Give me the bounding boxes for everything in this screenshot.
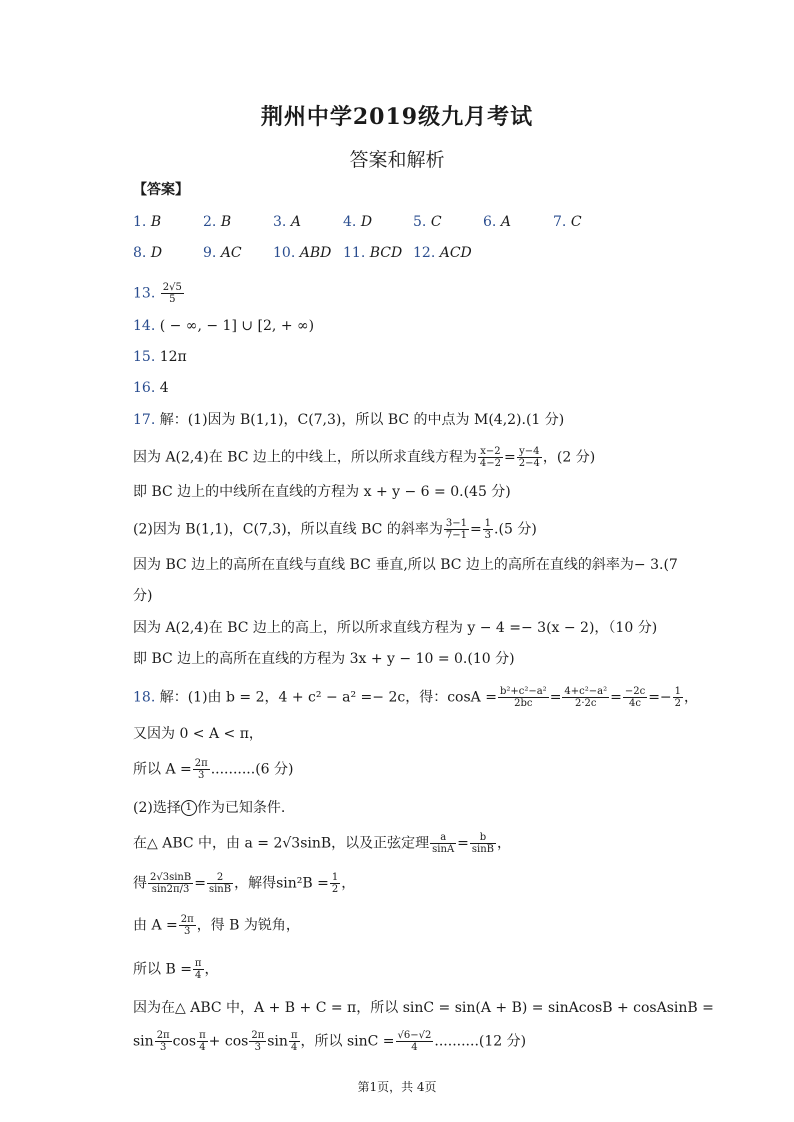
text: 所以 B = <box>133 961 192 978</box>
fraction: $\frac{2\pi}{3}$ <box>194 758 208 781</box>
fraction: $\frac{3-1}{7-1}$ <box>445 518 467 541</box>
q-number: 7. <box>553 214 571 230</box>
q-number: 6. <box>483 214 501 230</box>
text: ，解得sin²B = <box>234 875 329 892</box>
q17-line-4 <box>133 518 537 541</box>
text: (2)选择 <box>133 800 181 816</box>
answer-choice: A <box>290 214 301 230</box>
text: 解：(1)由 b = 2，4 + c² − a² =− 2c，得：cosA = <box>159 689 497 706</box>
answer-choice: AC <box>220 245 242 261</box>
text: (2)因为 B(1,1)，C(7,3)，所以直线 BC 的斜率为 <box>133 521 443 538</box>
answers-label-text: 【答案】 <box>133 182 189 198</box>
fraction: $\frac{b}{\sin B}$ <box>471 832 495 855</box>
q-number: 1. <box>133 214 151 230</box>
text: 得 <box>133 875 147 892</box>
q18-line-7 <box>133 914 300 937</box>
text: ，所以 sinC = <box>300 1033 395 1050</box>
q-number: 5. <box>413 214 431 230</box>
text: ， <box>684 689 699 706</box>
fraction: $\frac{a}{\sin A}$ <box>432 832 455 855</box>
q17-line-7: 因为 A(2,4)在 BC 边上的高上，所以所求直线方程为 y − 4 =− 3(x − 2)，（10 分) <box>133 620 658 636</box>
text: ， <box>204 961 219 978</box>
text: ..........(6 分) <box>210 761 294 778</box>
fraction: $\frac{x-2}{4-2}$ <box>479 446 502 469</box>
answers-label <box>133 180 189 200</box>
fraction: $\frac{\text{b²+c²−a²}}{2bc}$ <box>499 686 547 709</box>
text: 因为 A(2,4)在 BC 边上的中线上，所以所求直线方程为 <box>133 449 477 466</box>
answer-choice: D <box>150 245 163 261</box>
text: .(5 分) <box>494 521 537 538</box>
fraction: $\frac{1}{2}$ <box>674 686 682 709</box>
text: cos <box>172 1033 197 1050</box>
text: ，(2 分) <box>542 449 596 466</box>
answer-choice: ACD <box>439 245 472 261</box>
answer-15 <box>133 347 187 367</box>
q-number: 13. <box>133 285 156 302</box>
answer-item <box>413 212 483 232</box>
fraction: $\frac{\text{4+c²−a²}}{2\cdot 2c}$ <box>564 686 608 709</box>
q18-line-8 <box>133 958 219 981</box>
text: = <box>469 521 482 538</box>
text: + cos <box>208 1033 249 1050</box>
answer-choice: A <box>500 214 511 230</box>
answer-item <box>343 212 413 232</box>
text: ， <box>497 835 512 852</box>
text: ..........(12 分) <box>434 1033 527 1050</box>
fraction: $\frac{\pi}{4}$ <box>194 958 202 981</box>
text: sin <box>133 1033 154 1050</box>
answers-row-1 <box>133 212 623 232</box>
answer-item <box>133 212 203 232</box>
q18-line-1 <box>133 686 698 709</box>
answer-item <box>133 243 203 263</box>
answer-choice: ABD <box>299 245 332 261</box>
fraction: $\frac{2}{\sin B}$ <box>208 872 232 895</box>
answer-item <box>413 243 483 263</box>
fraction: $\frac{√6-√2}{4}$ <box>397 1030 432 1053</box>
text: = <box>504 449 516 466</box>
answer-value: 4 <box>159 380 169 396</box>
answer-item <box>553 212 623 232</box>
fraction: $\frac{\pi}{4}$ <box>290 1030 298 1053</box>
q18-line-2: 又因为 0 < A < π， <box>133 726 263 742</box>
text: ，得 B 为锐角， <box>196 917 300 934</box>
q18-line-10 <box>133 1030 526 1053</box>
fraction: $\frac{1}{3}$ <box>484 518 492 541</box>
answer-value: ( − ∞, − 1] ∪ [2, + ∞) <box>159 318 315 334</box>
q18-line-3 <box>133 758 293 781</box>
fraction: $\frac{2√5}{5}$ <box>162 282 182 305</box>
q-number: 9. <box>203 245 221 261</box>
q-number: 16. <box>133 380 156 396</box>
q18-line-9: 因为在△ ABC 中，A + B + C = π，所以 sinC = sin(A + B) = sinAcosB + cosAsinB = <box>133 1000 714 1016</box>
answers-row-2 <box>133 243 483 263</box>
fraction: $\frac{2\pi}{3}$ <box>156 1030 170 1053</box>
answer-item <box>273 212 343 232</box>
text: = <box>457 835 469 852</box>
q-number: 12. <box>413 245 440 261</box>
answer-16 <box>133 378 169 398</box>
answer-14 <box>133 316 314 336</box>
fraction: $\frac{2√3\sin B}{\sin 2\pi/3}$ <box>150 872 192 895</box>
answer-item <box>343 243 413 263</box>
text: 所以 A = <box>133 761 192 778</box>
q17-line-8: 即 BC 边上的高所在直线的方程为 3x + y − 10 = 0.(10 分) <box>133 651 515 667</box>
answer-item <box>483 212 553 232</box>
q-number: 3. <box>273 214 291 230</box>
answer-choice: C <box>430 214 442 230</box>
answer-choice: B <box>220 214 232 230</box>
q17-line-3: 即 BC 边上的中线所在直线的方程为 x + y − 6 = 0.(45 分) <box>133 484 511 500</box>
answer-item <box>203 212 273 232</box>
text: 由 A = <box>133 917 178 934</box>
answer-item <box>273 243 343 263</box>
q17-line-5: 因为 BC 边上的高所在直线与直线 BC 垂直,所以 BC 边上的高所在直线的斜率为− 3.(7 <box>133 557 678 573</box>
q18-line-4 <box>133 798 285 818</box>
text: = <box>610 689 622 706</box>
text: = <box>549 689 562 706</box>
answer-value: 12π <box>159 349 187 365</box>
fraction: $\frac{1}{2}$ <box>331 872 339 895</box>
fraction: $\frac{\pi}{4}$ <box>199 1030 206 1053</box>
fraction: $\frac{2\pi}{3}$ <box>251 1030 265 1053</box>
answer-choice: C <box>570 214 582 230</box>
text: 在△ ABC 中，由 a = 2√3sinB，以及正弦定理 <box>133 835 430 852</box>
text: 解：(1)因为 B(1,1)，C(7,3)，所以 BC 的中点为 M(4,2).(1 分) <box>159 412 565 428</box>
text: 作为已知条件. <box>196 800 286 816</box>
q-number: 8. <box>133 245 151 261</box>
q-number: 4. <box>343 214 361 230</box>
answer-item <box>203 243 273 263</box>
text: sin <box>267 1033 288 1050</box>
answer-choice: B <box>150 214 162 230</box>
q-number: 15. <box>133 349 156 365</box>
q18-line-6 <box>133 872 355 895</box>
fraction: $\frac{-2c}{4c}$ <box>624 686 646 709</box>
document-subtitle: 答案和解析 <box>349 149 445 171</box>
answer-13 <box>133 282 185 305</box>
q-number: 17. <box>133 412 156 428</box>
document-title: 荆州中学2019级九月考试 <box>260 104 534 130</box>
q-number: 18. <box>133 689 156 706</box>
fraction: $\frac{2\pi}{3}$ <box>180 914 194 937</box>
page-footer: 第1页，共 4页 <box>357 1080 437 1094</box>
q17-line-1 <box>133 410 564 430</box>
answer-choice: BCD <box>369 245 403 261</box>
text: = <box>194 875 206 892</box>
q-number: 10. <box>273 245 300 261</box>
text: ， <box>341 875 356 892</box>
text: =− <box>648 689 672 706</box>
q-number: 14. <box>133 318 156 334</box>
q17-line-2 <box>133 446 595 469</box>
q17-line-6: 分) <box>133 588 153 604</box>
q-number: 11. <box>343 245 370 261</box>
q18-line-5 <box>133 832 511 855</box>
circled-number: 1 <box>181 800 197 816</box>
q-number: 2. <box>203 214 221 230</box>
answer-choice: D <box>360 214 373 230</box>
fraction: $\frac{y-4}{2-4}$ <box>518 446 540 469</box>
